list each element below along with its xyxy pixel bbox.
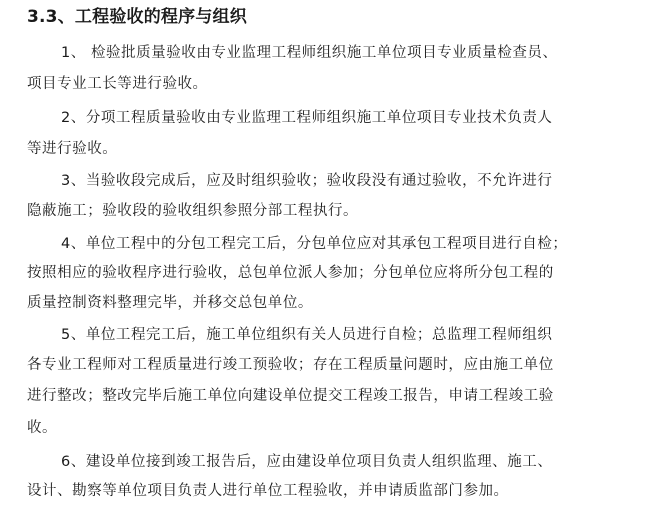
paragraph-4-line-3: 质量控制资料整理完毕，并移交总包单位。 bbox=[27, 295, 313, 311]
paragraph-2-line-1: 2、分项工程质量验收由专业监理工程师组织施工单位项目专业技术负责人 bbox=[61, 110, 553, 126]
paragraph-3-line-2: 隐蔽施工；验收段的验收组织参照分部工程执行。 bbox=[27, 203, 359, 219]
paragraph-2-line-2: 等进行验收。 bbox=[27, 141, 118, 157]
paragraph-5-line-1: 5、单位工程完工后，施工单位组织有关人员进行自检；总监理工程师组织 bbox=[61, 327, 553, 343]
paragraph-5-line-3: 进行整改；整改完毕后施工单位向建设单位提交工程竣工报告，申请工程竣工验 bbox=[27, 388, 554, 404]
paragraph-4-line-2: 按照相应的验收程序进行验收，总包单位派人参加；分包单位应将所分包工程的 bbox=[27, 265, 554, 281]
paragraph-5-line-2: 各专业工程师对工程质量进行竣工预验收；存在工程质量问题时，应由施工单位 bbox=[27, 357, 554, 373]
paragraph-4-line-1: 4、单位工程中的分包工程完工后，分包单位应对其承包工程项目进行自检； bbox=[61, 236, 568, 252]
section-heading: 3.3、工程验收的程序与组织 bbox=[27, 7, 247, 27]
paragraph-1-line-2: 项目专业工长等进行验收。 bbox=[27, 76, 208, 92]
paragraph-6-line-1: 6、建设单位接到竣工报告后，应由建设单位项目负责人组织监理、施工、 bbox=[61, 454, 553, 470]
paragraph-3-line-1: 3、当验收段完成后，应及时组织验收；验收段没有通过验收，不允许进行 bbox=[61, 173, 553, 189]
paragraph-1-line-1: 1、 检验批质量验收由专业监理工程师组织施工单位项目专业质量检查员、 bbox=[61, 45, 558, 61]
paragraph-6-line-2: 设计、勘察等单位项目负责人进行单位工程验收，并申请质监部门参加。 bbox=[27, 483, 509, 499]
paragraph-5-line-4: 收。 bbox=[27, 420, 58, 436]
